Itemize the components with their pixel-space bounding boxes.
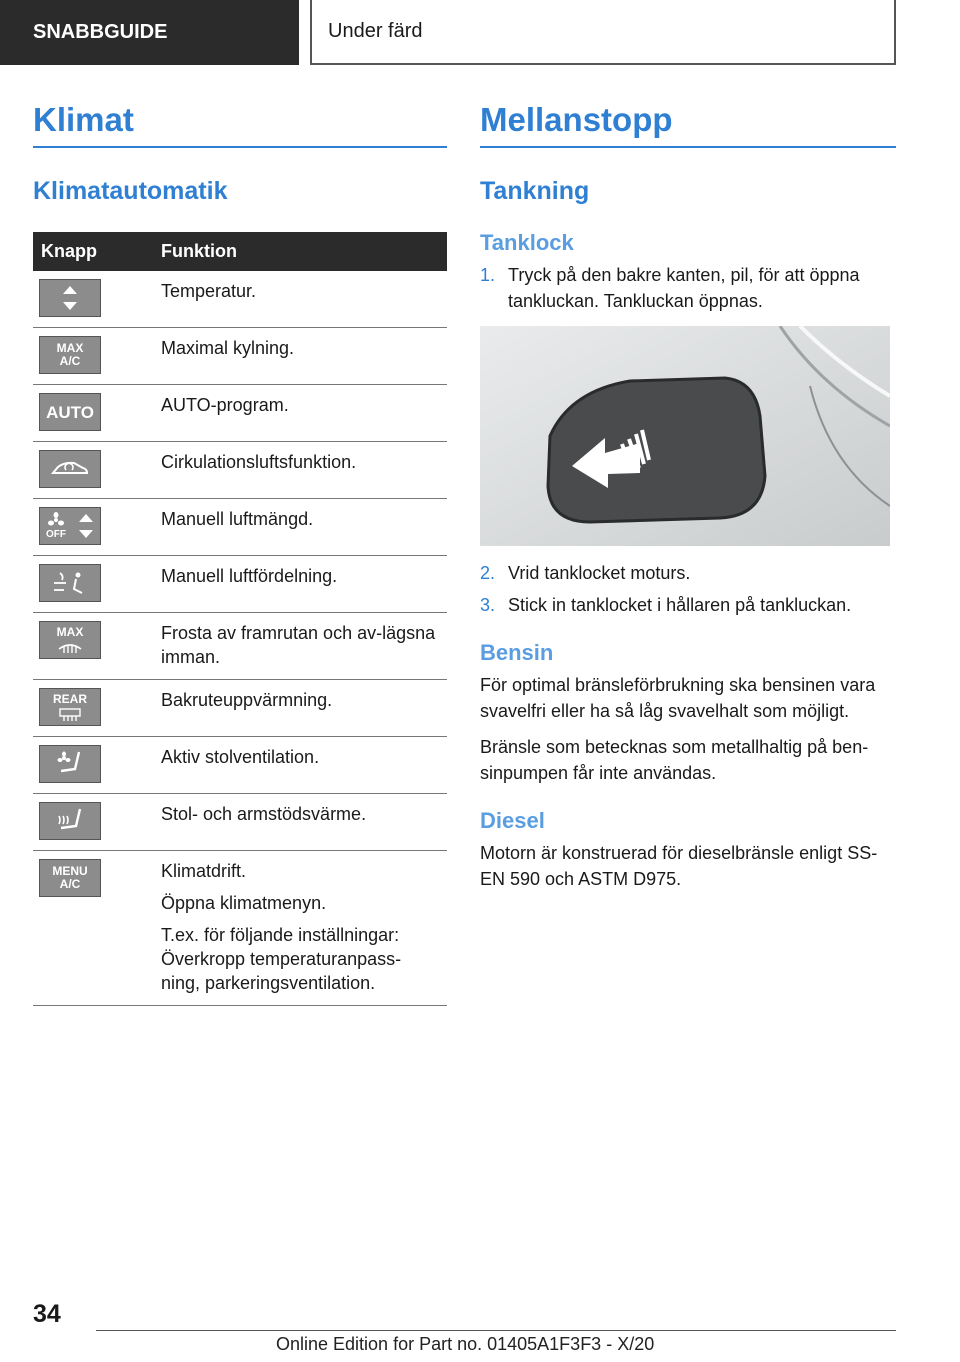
seat-heating-icon [39,802,101,840]
diesel-heading: Diesel [480,808,545,833]
table-row [33,385,447,442]
function-text: Stol- och armstödsvärme. [161,804,367,824]
fuel-flap-photo [480,326,890,546]
climate-subtitle: Klimatautomatik [33,177,228,205]
column-header-button: Knapp [33,232,153,271]
recirculation-car-icon [39,450,101,488]
max-ac-icon: MAX A/C [39,336,101,374]
function-text: Manuell luftmängd. [161,509,314,529]
list-item: 2. Vrid tanklocket moturs. [480,563,691,583]
function-text: Bakruteuppvärmning. [161,690,333,710]
diesel-paragraph: Motorn är konstruerad för dieselbränsle enligt SS-EN 590 och ASTM D975. [480,843,878,889]
function-text: Öppna klimatmenyn. [161,893,327,913]
table-row [33,556,447,613]
function-text: Aktiv stolventilation. [161,747,320,767]
table-header-row [33,232,447,271]
function-text: Cirkulationsluftsfunktion. [161,452,357,472]
auto-icon: AUTO [39,393,101,431]
table-row [33,442,447,499]
function-text: Temperatur. [161,281,257,301]
table-row [33,737,447,794]
fuel-cap-heading: Tanklock [480,230,574,255]
table-row [33,851,447,1006]
petrol-paragraph: Bränsle som betecknas som metallhaltig på ben-sinpumpen får inte användas. [480,737,869,783]
function-text: T.ex. för följande inställningar: Överkropp temperaturanpass-ning, parkeringsventilation. [161,925,402,993]
table-row [33,271,447,328]
fan-off-arrows-icon: OFF [39,507,101,545]
stopover-column [480,100,896,902]
climate-column [33,100,447,1006]
air-distribution-icon [39,564,101,602]
section-label: SNABBGUIDE [33,21,168,43]
table-row [33,794,447,851]
stopover-title: Mellanstopp [480,100,896,148]
rear-defrost-icon: REAR [39,688,101,726]
chapter-tab [310,0,896,65]
page-number: 34 [33,1300,61,1328]
list-item: 1. Tryck på den bakre kanten, pil, för att öppna tankluckan. Tankluckan öppnas. [480,265,860,311]
seat-ventilation-icon [39,745,101,783]
function-text: AUTO-program. [161,395,289,415]
max-defrost-icon: MAX [39,621,101,659]
petrol-heading: Bensin [480,640,554,665]
refuel-subtitle: Tankning [480,177,590,205]
table-row [33,328,447,385]
climate-button-table [33,232,447,1006]
petrol-paragraph: För optimal bränsleförbrukning ska bensinen vara svavelfri eller ha så låg svavelhalt som möjligt. [480,675,876,721]
table-row [33,680,447,737]
chapter-label: Under färd [328,20,423,42]
section-tab [0,0,299,65]
table-row [33,499,447,556]
column-header-function: Funktion [153,232,447,271]
temperature-arrows-icon [39,279,101,317]
menu-ac-icon: MENU A/C [39,859,101,897]
function-text: Frosta av framrutan och av-lägsna imman. [161,623,436,667]
table-row [33,613,447,680]
fuel-cap-steps-continued [480,560,896,618]
edition-footer: Online Edition for Part no. 01405A1F3F3 - X/20 [276,1334,655,1354]
footer-divider [96,1330,896,1331]
function-text: Klimatdrift. [161,861,247,881]
list-item: 3. Stick in tanklocket i hållaren på tankluckan. [480,595,852,615]
function-text: Maximal kylning. [161,338,295,358]
climate-title: Klimat [33,100,447,148]
function-text: Manuell luftfördelning. [161,566,338,586]
fuel-cap-steps [480,262,896,314]
